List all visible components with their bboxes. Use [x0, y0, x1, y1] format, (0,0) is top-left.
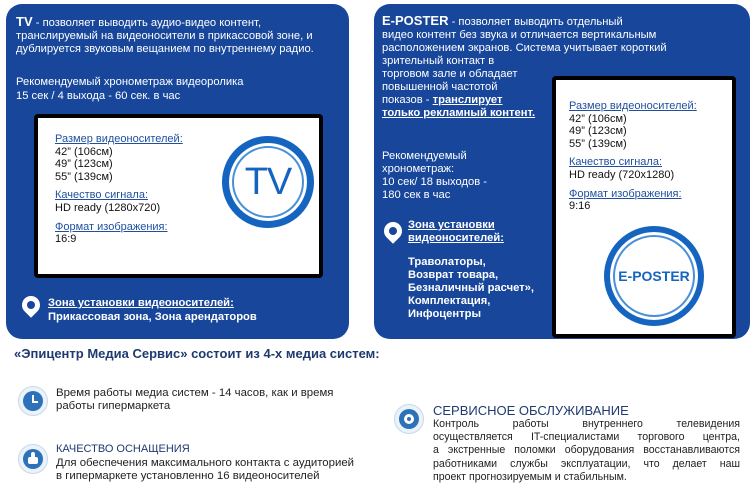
service-text-line: а экстренные поломки оборудования восстанавливаются: [433, 444, 740, 457]
eposter-zone-item: Возврат товара,: [408, 269, 499, 281]
eposter-zone-label-line: видеоносителей:: [408, 232, 504, 244]
quality-title: КАЧЕСТВО ОСНАЩЕНИЯ: [56, 443, 190, 455]
eposter-intro-line: - позволяет выводить отдельный: [448, 16, 623, 28]
service-text: [433, 418, 740, 484]
tv-format-value: 16:9: [55, 233, 77, 246]
tv-intro: [16, 15, 342, 56]
eposter-intro-line: расположением экранов. Система учитывает короткий: [382, 42, 667, 54]
eposter-format-label: Формат изображения:: [569, 187, 682, 200]
thumbs-up-icon: [18, 444, 48, 474]
tv-brand: TV: [16, 14, 33, 29]
eposter-quality-value: HD ready (720x1280): [569, 168, 675, 181]
eposter-zone-label: [408, 219, 504, 245]
eposter-intro-line: повышенной частотой: [382, 81, 498, 93]
tv-intro-text: - позволяет выводить аудио-видео контент, транслируемый на видеоносители в прикассовой зоне, и дублируется звуковым вещанием по внутреннему радио.: [16, 17, 314, 55]
eposter-specs: [569, 100, 734, 213]
work-hours-line: Время работы медиа систем - 14 часов, как и время: [56, 387, 334, 399]
tv-format-label: Формат изображения:: [55, 220, 168, 233]
clock-icon: [18, 386, 48, 416]
eposter-timing: [382, 150, 487, 202]
eposter-zone-item: Безналичный расчет»,: [408, 282, 534, 294]
service-text-line: работниками службы эксплуатации, что делает наш: [433, 457, 740, 470]
eposter-timing-line: хронометраж:: [382, 163, 455, 175]
location-pin-icon: [384, 222, 402, 244]
service-text-line: Контроль работы внутреннего телевидения: [433, 418, 740, 430]
quality-text-line: в гипермаркете установленно 16 видеоносителей: [56, 470, 320, 483]
eposter-format-value: 9:16: [569, 200, 591, 213]
quality-text: [56, 457, 354, 484]
location-pin-icon: [22, 296, 40, 318]
eposter-logo: [604, 226, 704, 326]
work-hours-text: [56, 387, 333, 414]
systems-heading: «Эпицентр Медиа Сервис» состоит из 4-х медиа систем:: [14, 346, 380, 361]
eposter-zone-values: [408, 256, 534, 321]
eposter-zone-label-line: Зона установки: [408, 219, 495, 231]
tv-zone-label: Зона установки видеоносителей:: [48, 297, 234, 309]
tv-quality-label: Качество сигнала:: [55, 189, 149, 202]
tv-panel: [6, 4, 349, 339]
tv-timing-line2: 15 сек / 4 выхода - 60 сек. в час: [16, 90, 181, 102]
eposter-zone-item: Инфоцентры: [408, 308, 481, 320]
eposter-intro-line: показов -: [382, 94, 433, 106]
eposter-brand: E-POSTER: [382, 13, 449, 28]
tv-size-label: Размер видеоносителей:: [55, 133, 183, 145]
tv-size-49: 49” (123см): [55, 158, 113, 171]
tv-size-55: 55” (139см): [55, 170, 113, 183]
tv-specs: [55, 133, 215, 246]
tv-screen: [34, 114, 323, 278]
eposter-timing-line: 10 сек/ 18 выходов -: [382, 176, 487, 188]
eposter-zone-item: Комплектация,: [408, 295, 491, 307]
service-text-line: проект прогнозируемым и стабильным.: [433, 470, 627, 483]
tv-quality-value: HD ready (1280x720): [55, 201, 161, 214]
tv-zone-value: Прикассовая зона, Зона арендаторов: [48, 311, 257, 323]
eposter-size-42: 42” (106см): [569, 112, 627, 125]
tv-logo: [222, 136, 314, 228]
eposter-size-49: 49” (123см): [569, 125, 627, 138]
eposter-intro-line: зрительный контакт в: [382, 55, 495, 67]
tv-size-42: 42” (106см): [55, 145, 113, 158]
eposter-intro-line: торговом зале и обладает: [382, 68, 518, 80]
service-text-line: осуществляется IT-специалистами торгового центра,: [433, 431, 740, 444]
eposter-highlight: транслирует: [432, 94, 503, 106]
eposter-size-label: Размер видеоносителей:: [569, 100, 697, 112]
eposter-screen: [552, 76, 736, 338]
quality-text-line: Для обеспечения максимального контакта с аудиторией: [56, 457, 355, 469]
eposter-quality-label: Качество сигнала:: [569, 156, 663, 169]
tv-logo-text: TV: [244, 161, 292, 203]
eposter-intro-line: видео контент без звука и отличается вертикальным: [382, 29, 657, 41]
eposter-highlight: только рекламный контент.: [382, 107, 536, 119]
service-title: СЕРВИСНОЕ ОБСЛУЖИВАНИЕ: [433, 403, 629, 418]
gear-icon: [394, 404, 424, 434]
tv-timing-line1: Рекомендуемый хронометраж видеоролика: [16, 76, 244, 88]
eposter-logo-text: E-POSTER: [618, 268, 690, 284]
work-hours-line: работы гипермаркета: [56, 400, 171, 413]
eposter-size-55: 55” (139см): [569, 137, 627, 150]
eposter-timing-line: 180 сек в час: [382, 189, 451, 201]
eposter-panel: [374, 4, 750, 339]
eposter-timing-line: Рекомендуемый: [382, 150, 467, 162]
eposter-zone-item: Траволаторы,: [408, 256, 486, 268]
